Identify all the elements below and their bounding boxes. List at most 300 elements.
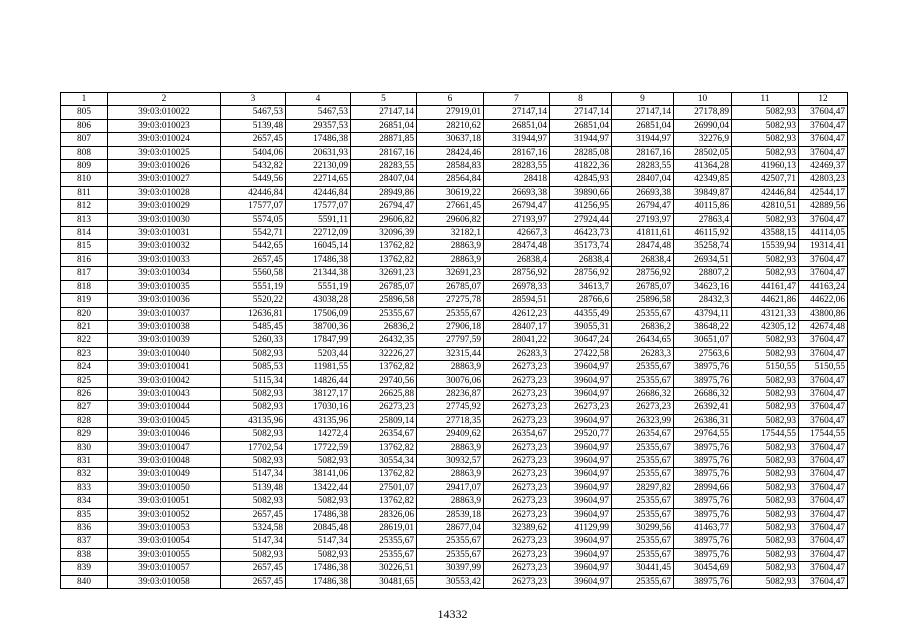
table-cell: 37604,47 [799,401,848,414]
table-row [61,240,848,253]
table-cell: 37604,47 [799,508,848,521]
table-cell: 20845,48 [286,522,351,535]
table-cell: 26273,23 [612,401,674,414]
table-cell: 814 [61,227,108,240]
table-row [61,294,848,307]
column-header-3: 3 [221,93,286,106]
table-cell: 39604,97 [550,535,612,548]
table-cell: 26785,07 [612,280,674,293]
table-row [61,280,848,293]
table-row [61,414,848,427]
table-cell: 28863,9 [417,240,484,253]
table-cell: 28502,05 [674,146,732,159]
table-cell: 37604,47 [799,468,848,481]
table-cell: 42810,51 [732,200,799,213]
table-cell: 37604,47 [799,414,848,427]
table-cell: 26693,38 [484,186,550,199]
table-cell: 5082,93 [221,401,286,414]
table-cell: 43794,11 [674,307,732,320]
table-cell: 30553,42 [417,575,484,588]
table-cell: 26273,23 [484,508,550,521]
table-cell: 22714,65 [286,173,351,186]
table-cell: 29409,62 [417,428,484,441]
table-row [61,441,848,454]
table-cell: 37604,47 [799,387,848,400]
table-cell: 28594,51 [484,294,550,307]
table-cell: 37604,47 [799,106,848,119]
table-cell: 37604,47 [799,119,848,132]
table-cell: 38700,36 [286,320,351,333]
table-row [61,468,848,481]
table-cell: 26273,23 [484,548,550,561]
table-cell: 38975,76 [674,454,732,467]
table-cell: 39:03:010030 [108,213,221,226]
table-cell: 25355,67 [612,441,674,454]
table-row [61,186,848,199]
table-cell: 39:03:010051 [108,495,221,508]
table-cell: 30299,56 [612,522,674,535]
table-cell: 17030,16 [286,401,351,414]
table-cell: 2657,45 [221,133,286,146]
table-cell: 807 [61,133,108,146]
table-cell: 27147,14 [484,106,550,119]
table-cell: 28863,9 [417,441,484,454]
table-cell: 17486,38 [286,133,351,146]
table-cell: 26686,32 [612,387,674,400]
table-cell: 826 [61,387,108,400]
table-cell: 37604,47 [799,535,848,548]
table-cell: 39:03:010053 [108,522,221,535]
table-cell: 17544,55 [732,428,799,441]
table-cell: 30454,69 [674,562,732,575]
table-cell: 5082,93 [221,428,286,441]
table-cell: 5082,93 [286,548,351,561]
table-cell: 39055,31 [550,320,612,333]
table-cell: 5082,93 [221,548,286,561]
table-cell: 831 [61,454,108,467]
table-cell: 39:03:010034 [108,267,221,280]
table-cell: 42446,84 [286,186,351,199]
table-cell: 5082,93 [732,146,799,159]
table-cell: 28756,92 [612,267,674,280]
table-cell: 27193,97 [612,213,674,226]
table-cell: 13762,82 [351,253,417,266]
page-number: 14332 [437,607,468,621]
table-cell: 25355,67 [612,374,674,387]
table-cell: 39:03:010024 [108,133,221,146]
table-cell: 2657,45 [221,508,286,521]
table-cell: 5542,71 [221,227,286,240]
table-cell: 43800,86 [799,307,848,320]
table-cell: 26273,23 [484,374,550,387]
table-cell: 5150,55 [732,361,799,374]
table-cell: 40115,86 [674,200,732,213]
table-cell: 5551,19 [221,280,286,293]
table-cell: 5404,06 [221,146,286,159]
table-cell: 27906,18 [417,320,484,333]
table-cell: 5520,22 [221,294,286,307]
table-row [61,562,848,575]
table-cell: 819 [61,294,108,307]
table-cell: 29606,82 [351,213,417,226]
table-cell: 28807,2 [674,267,732,280]
table-cell: 830 [61,441,108,454]
table-cell: 28756,92 [550,267,612,280]
table-cell: 39849,87 [674,186,732,199]
table-row [61,481,848,494]
table-cell: 30637,18 [417,133,484,146]
table-cell: 5082,93 [732,253,799,266]
table-cell: 39604,97 [550,414,612,427]
table-cell: 5551,19 [286,280,351,293]
table-cell: 39:03:010035 [108,280,221,293]
table-cell: 28619,01 [351,522,417,535]
table-cell: 25355,67 [612,548,674,561]
table-cell: 29357,53 [286,119,351,132]
table-cell: 38975,76 [674,374,732,387]
table-cell: 43135,96 [286,414,351,427]
table-cell: 34623,16 [674,280,732,293]
table-cell: 42305,12 [732,320,799,333]
table-cell: 26273,23 [484,387,550,400]
table-cell: 26273,23 [351,401,417,414]
table-cell: 5082,93 [732,522,799,535]
table-cell: 26934,51 [674,253,732,266]
table-cell: 37604,47 [799,133,848,146]
table-cell: 26386,31 [674,414,732,427]
table-cell: 39:03:010041 [108,361,221,374]
table-cell: 5467,53 [221,106,286,119]
table-cell: 26794,47 [612,200,674,213]
table-cell: 5560,58 [221,267,286,280]
table-cell: 5150,55 [799,361,848,374]
table-cell: 39:03:010042 [108,374,221,387]
table-cell: 39:03:010045 [108,414,221,427]
table-cell: 26785,07 [351,280,417,293]
table-cell: 37604,47 [799,481,848,494]
table-cell: 22712,09 [286,227,351,240]
table-cell: 39:03:010043 [108,387,221,400]
table-cell: 26354,67 [484,428,550,441]
table-cell: 808 [61,146,108,159]
table-cell: 38127,17 [286,387,351,400]
table-row [61,267,848,280]
table-cell: 39604,97 [550,548,612,561]
table-cell: 28949,86 [351,186,417,199]
table-cell: 39:03:010029 [108,200,221,213]
table-cell: 25896,58 [351,294,417,307]
table-cell: 42845,93 [550,173,612,186]
table-cell: 26283,3 [612,347,674,360]
table-cell: 44622,06 [799,294,848,307]
table-cell: 5085,53 [221,361,286,374]
table-cell: 39:03:010022 [108,106,221,119]
table-cell: 17486,38 [286,253,351,266]
table-cell: 27661,45 [417,200,484,213]
table-cell: 26273,23 [484,441,550,454]
table-cell: 16045,14 [286,240,351,253]
table-cell: 5082,93 [732,334,799,347]
table-cell: 14826,44 [286,374,351,387]
table-cell: 39:03:010031 [108,227,221,240]
table-row [61,146,848,159]
table-cell: 37604,47 [799,146,848,159]
table-cell: 30226,51 [351,562,417,575]
table-cell: 28424,46 [417,146,484,159]
table-cell: 39604,97 [550,441,612,454]
table-cell: 14272,4 [286,428,351,441]
table-cell: 25355,67 [351,535,417,548]
table-cell: 25809,14 [351,414,417,427]
table-cell: 822 [61,334,108,347]
table-cell: 28863,9 [417,468,484,481]
table-cell: 25355,67 [612,454,674,467]
table-cell: 13762,82 [351,468,417,481]
table-cell: 38975,76 [674,468,732,481]
table-cell: 5432,82 [221,160,286,173]
table-cell: 38975,76 [674,508,732,521]
table-cell: 5082,93 [732,562,799,575]
table-cell: 28418 [484,173,550,186]
table-cell: 30619,22 [417,186,484,199]
table-cell: 5442,65 [221,240,286,253]
table-cell: 41822,36 [550,160,612,173]
table-cell: 25355,67 [417,548,484,561]
table-row [61,307,848,320]
table-row [61,548,848,561]
table-cell: 5082,93 [221,495,286,508]
table-cell: 26686,32 [674,387,732,400]
table-cell: 39:03:010054 [108,535,221,548]
table-cell: 39:03:010044 [108,401,221,414]
column-header-1: 1 [61,93,108,106]
table-cell: 26323,99 [612,414,674,427]
table-cell: 28283,55 [612,160,674,173]
table-cell: 2657,45 [221,562,286,575]
table-cell: 32315,44 [417,347,484,360]
table-row [61,253,848,266]
table-cell: 25355,67 [612,468,674,481]
table-cell: 832 [61,468,108,481]
table-cell: 28326,06 [351,508,417,521]
table-cell: 42674,48 [799,320,848,333]
column-header-11: 11 [732,93,799,106]
table-cell: 26273,23 [484,495,550,508]
table-row [61,119,848,132]
table-cell: 17486,38 [286,562,351,575]
table-cell: 41463,77 [674,522,732,535]
table-cell: 26794,47 [484,200,550,213]
table-cell: 32389,62 [484,522,550,535]
table-cell: 39:03:010027 [108,173,221,186]
table-row [61,160,848,173]
table-cell: 25355,67 [612,495,674,508]
table-cell: 5082,93 [732,468,799,481]
table-cell: 42349,85 [674,173,732,186]
table-cell: 37604,47 [799,253,848,266]
table-cell: 27745,92 [417,401,484,414]
table-cell: 26693,38 [612,186,674,199]
table-cell: 41256,95 [550,200,612,213]
table-row [61,495,848,508]
table-cell: 42446,84 [732,186,799,199]
table-cell: 28474,48 [612,240,674,253]
table-row [61,334,848,347]
table-cell: 28756,92 [484,267,550,280]
column-header-9: 9 [612,93,674,106]
table-row [61,522,848,535]
table-cell: 15539,94 [732,240,799,253]
table-cell: 806 [61,119,108,132]
table-cell: 30647,24 [550,334,612,347]
table-cell: 39604,97 [550,575,612,588]
table-cell: 28283,55 [484,160,550,173]
table-cell: 29764,55 [674,428,732,441]
table-cell: 17702,54 [221,441,286,454]
column-header-2: 2 [108,93,221,106]
column-header-8: 8 [550,93,612,106]
table-cell: 5082,93 [732,387,799,400]
table-cell: 39604,97 [550,508,612,521]
table-cell: 813 [61,213,108,226]
table-cell: 46423,73 [550,227,612,240]
table-cell: 836 [61,522,108,535]
table-cell: 29520,77 [550,428,612,441]
table-cell: 26392,41 [674,401,732,414]
table-cell: 39:03:010048 [108,454,221,467]
table-cell: 28539,18 [417,508,484,521]
table-cell: 5147,34 [221,468,286,481]
table-cell: 44163,24 [799,280,848,293]
table-cell: 44355,49 [550,307,612,320]
table-cell: 5324,58 [221,522,286,535]
table-cell: 5082,93 [732,119,799,132]
column-header-6: 6 [417,93,484,106]
table-cell: 5467,53 [286,106,351,119]
table-cell: 5082,93 [732,441,799,454]
table-cell: 26990,04 [674,119,732,132]
table-cell: 17486,38 [286,508,351,521]
table-cell: 39890,66 [550,186,612,199]
table-cell: 5082,93 [221,347,286,360]
table-cell: 28766,6 [550,294,612,307]
table-cell: 39604,97 [550,495,612,508]
table-cell: 26354,67 [612,428,674,441]
table-cell: 39604,97 [550,481,612,494]
table-cell: 41811,61 [612,227,674,240]
table-cell: 27178,89 [674,106,732,119]
table-cell: 811 [61,186,108,199]
table-cell: 25355,67 [417,307,484,320]
table-cell: 5485,45 [221,320,286,333]
table-cell: 32276,9 [674,133,732,146]
table-cell: 5115,34 [221,374,286,387]
table-cell: 828 [61,414,108,427]
table-cell: 44161,47 [732,280,799,293]
table-cell: 28210,62 [417,119,484,132]
column-header-10: 10 [674,93,732,106]
table-cell: 27563,6 [674,347,732,360]
table-cell: 26273,23 [484,562,550,575]
table-cell: 26273,23 [484,361,550,374]
table-cell: 27797,59 [417,334,484,347]
table-cell: 42446,84 [221,186,286,199]
table-cell: 25355,67 [612,508,674,521]
table-cell: 5082,93 [732,106,799,119]
table-cell: 26838,4 [612,253,674,266]
table-cell: 17722,59 [286,441,351,454]
table-cell: 5139,48 [221,481,286,494]
table-cell: 28863,9 [417,361,484,374]
table-cell: 39:03:010033 [108,253,221,266]
table-row [61,320,848,333]
table-cell: 816 [61,253,108,266]
table-cell: 27501,07 [351,481,417,494]
table-cell: 26283,3 [484,347,550,360]
table-cell: 38141,06 [286,468,351,481]
table-cell: 26273,23 [484,481,550,494]
table-row [61,508,848,521]
table-cell: 39:03:010040 [108,347,221,360]
table-cell: 30481,65 [351,575,417,588]
table-cell: 27718,35 [417,414,484,427]
table-cell: 22130,09 [286,160,351,173]
table-cell: 27924,44 [550,213,612,226]
table-cell: 25355,67 [612,535,674,548]
table-cell: 39604,97 [550,374,612,387]
table-cell: 5082,93 [221,454,286,467]
table-cell: 37604,47 [799,267,848,280]
table-cell: 42469,37 [799,160,848,173]
table-cell: 28236,87 [417,387,484,400]
table-cell: 37604,47 [799,213,848,226]
table-cell: 13762,82 [351,441,417,454]
table-cell: 13762,82 [351,495,417,508]
table-cell: 25355,67 [612,361,674,374]
table-cell: 43135,96 [221,414,286,427]
table-cell: 821 [61,320,108,333]
table-cell: 5449,56 [221,173,286,186]
table-cell: 25355,67 [351,548,417,561]
table-cell: 26625,88 [351,387,417,400]
table-cell: 5082,93 [732,374,799,387]
table-cell: 28407,17 [484,320,550,333]
table-cell: 812 [61,200,108,213]
table-cell: 28474,48 [484,240,550,253]
table-cell: 26794,47 [351,200,417,213]
table-cell: 835 [61,508,108,521]
table-cell: 44621,86 [732,294,799,307]
table-cell: 28167,16 [351,146,417,159]
table-cell: 28564,84 [417,173,484,186]
table-cell: 17486,38 [286,575,351,588]
table-cell: 37604,47 [799,441,848,454]
table-row [61,374,848,387]
table-cell: 37604,47 [799,334,848,347]
table-cell: 43038,28 [286,294,351,307]
table-cell: 37604,47 [799,495,848,508]
table-cell: 30397,99 [417,562,484,575]
table-cell: 815 [61,240,108,253]
table-cell: 19314,41 [799,240,848,253]
table-cell: 28677,04 [417,522,484,535]
table-cell: 28041,22 [484,334,550,347]
table-cell: 41364,28 [674,160,732,173]
table-cell: 38975,76 [674,441,732,454]
table-body [61,106,848,589]
table-cell: 25355,67 [351,307,417,320]
table-cell: 5591,11 [286,213,351,226]
